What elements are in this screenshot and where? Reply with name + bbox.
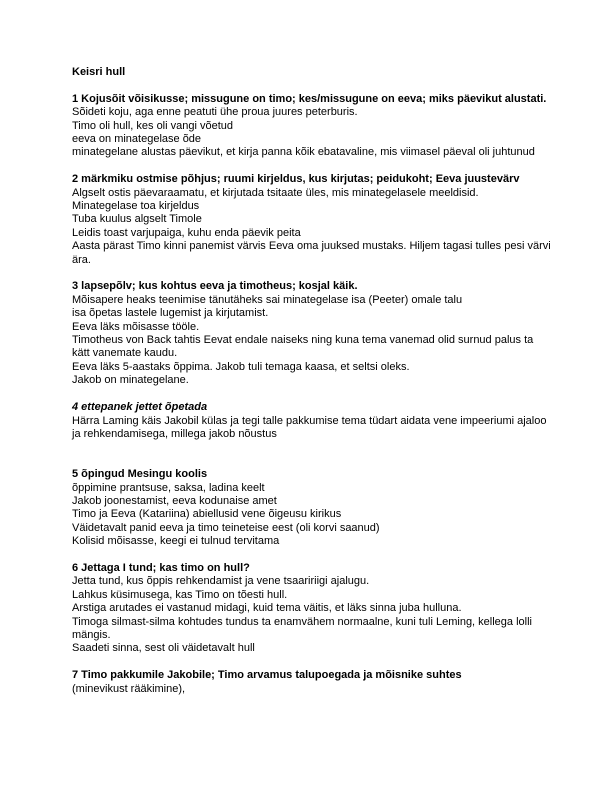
section-line: eeva on minategelase õde bbox=[72, 133, 202, 146]
section-line: Timo ja Eeva (Katariina) abiellusid vene õigeusu kirikus bbox=[72, 508, 342, 521]
section-line: Jakob on minategelane. bbox=[72, 374, 189, 387]
section-6 bbox=[72, 562, 552, 656]
section-7 bbox=[72, 669, 552, 696]
section-line: (minevikust rääkimine), bbox=[72, 682, 186, 695]
section-heading: 5 õpingud Mesingu koolis bbox=[72, 468, 208, 481]
section-line: Lahkus küsimusega, kas Timo on tõesti hull. bbox=[72, 588, 288, 601]
section-line: Eeva läks mõisasse tööle. bbox=[72, 320, 200, 333]
section-line: isa õpetas lastele lugemist ja kirjutamist. bbox=[72, 307, 269, 320]
section-line: Timo oli hull, kes oli vangi võetud bbox=[72, 119, 234, 132]
section-line: Minategelase toa kirjeldus bbox=[72, 200, 200, 213]
document-title: Keisri hull bbox=[72, 66, 126, 78]
section-heading: 2 märkmiku ostmise põhjus; ruumi kirjeldus, kus kirjutas; peidukoht; Eeva juustevärv bbox=[72, 173, 520, 186]
section-line: Härra Laming käis Jakobil külas ja tegi talle pakkumise tema tüdart aidata vene impeeriumi ajaloo ja rehkendamisega, millega jakob nõustus bbox=[72, 414, 547, 440]
section-heading: 7 Timo pakkumile Jakobile; Timo arvamus talupoegada ja mõisnike suhtes bbox=[72, 669, 462, 682]
section-4 bbox=[72, 401, 552, 441]
section-heading: 6 Jettaga I tund; kas timo on hull? bbox=[72, 561, 250, 574]
section-3 bbox=[72, 280, 552, 387]
section-5 bbox=[72, 468, 552, 548]
section-heading: 3 lapsepõlv; kus kohtus eeva ja timotheus; kosjal käik. bbox=[72, 280, 358, 293]
section-line: Mõisapere heaks teenimise tänutäheks sai minategelase isa (Peeter) omale talu bbox=[72, 293, 463, 306]
section-line: Jakob joonestamist, eeva kodunaise amet bbox=[72, 494, 277, 507]
section-line: Arstiga arutades ei vastanud midagi, kuid tema väitis, et läks sinna juba hulluna. bbox=[72, 602, 462, 615]
section-line: Algselt ostis päevaraamatu, et kirjutada tsitaate üles, mis minategelasele meeldisid. bbox=[72, 186, 479, 199]
section-heading: 4 ettepanek jettet õpetada bbox=[72, 401, 208, 414]
section-line: Timoga silmast-silma kohtudes tundus ta enamvähem normaalne, kuni tuli Leming, kellega lolli mängis. bbox=[72, 615, 532, 641]
section-line: Kolisid mõisasse, keegi ei tulnud tervitama bbox=[72, 535, 280, 548]
section-1 bbox=[72, 93, 552, 160]
section-line: Väidetavalt panid eeva ja timo teineteise eest (oli korvi saanud) bbox=[72, 521, 380, 534]
section-heading: 1 Kojusõit võisikusse; missugune on timo; kes/missugune on eeva; miks päevikut alustati. bbox=[72, 92, 547, 105]
section-line: Saadeti sinna, sest oli väidetavalt hull bbox=[72, 642, 255, 655]
section-line: õppimine prantsuse, saksa, ladina keelt bbox=[72, 481, 265, 494]
section-line: Sõideti koju, aga enne peatuti ühe proua juures peterburis. bbox=[72, 106, 358, 119]
section-line: Timotheus von Back tahtis Eevat endale naiseks ning kuna tema vanemad olid surnud palus ta kätt vanemate kaudu. bbox=[72, 334, 534, 360]
section-2 bbox=[72, 173, 552, 267]
section-line: Aasta pärast Timo kinni panemist värvis Eeva oma juuksed mustaks. Hiljem tagasi tulles pesi värvi ära. bbox=[72, 240, 551, 266]
document-page bbox=[72, 66, 552, 696]
section-line: Jetta tund, kus õppis rehkendamist ja vene tsaaririigi ajalugu. bbox=[72, 575, 370, 588]
section-line: Tuba kuulus algselt Timole bbox=[72, 213, 202, 226]
section-line: minategelane alustas päevikut, et kirja panna kõik ebatavaline, mis viimasel päeval oli juhtunud bbox=[72, 146, 535, 159]
section-line: Eeva läks 5-aastaks õppima. Jakob tuli temaga kaasa, et seltsi oleks. bbox=[72, 360, 410, 373]
section-line: Leidis toast varjupaiga, kuhu enda päevik peita bbox=[72, 226, 301, 239]
